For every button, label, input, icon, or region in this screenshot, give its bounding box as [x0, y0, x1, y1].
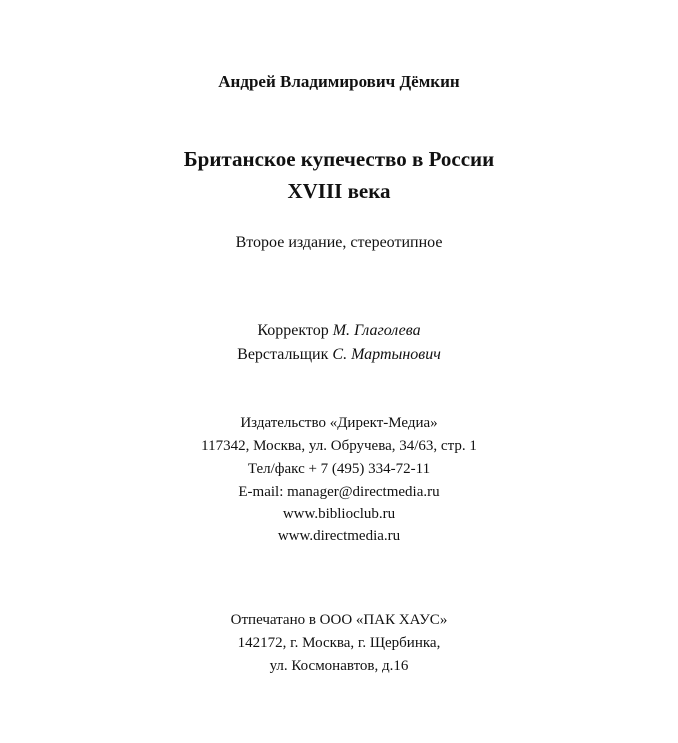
printer-street: ул. Космонавтов, д.16	[269, 658, 409, 674]
layout-role: Верстальщик	[237, 346, 329, 363]
publisher-site-directmedia: www.directmedia.ru	[277, 528, 401, 544]
publisher-name: Издательство «Директ-Медиа»	[240, 415, 438, 431]
layout-credit	[0, 346, 678, 364]
edition-note: Второе издание, стереотипное	[235, 234, 443, 251]
publisher-site-biblioclub: www.biblioclub.ru	[282, 506, 396, 522]
book-title-line-1: Британское купечество в России	[183, 147, 495, 171]
publisher-email: E-mail: manager@directmedia.ru	[238, 484, 440, 500]
book-title-line-2: XVIII века	[287, 179, 391, 203]
publisher-address: 117342, Москва, ул. Обручева, 34/63, стр. 1	[201, 438, 477, 454]
author-name: Андрей Владимирович Дёмкин	[218, 72, 460, 91]
corrector-role: Корректор	[257, 322, 329, 339]
printer-name: Отпечатано в ООО «ПАК ХАУС»	[230, 612, 448, 628]
publisher-phone: Тел/факс + 7 (495) 334-72-11	[247, 461, 431, 477]
printer-city: 142172, г. Москва, г. Щербинка,	[237, 635, 441, 651]
corrector-name: М. Глаголева	[332, 322, 421, 339]
layout-name: С. Мартынович	[332, 346, 441, 363]
corrector-credit	[0, 322, 678, 340]
